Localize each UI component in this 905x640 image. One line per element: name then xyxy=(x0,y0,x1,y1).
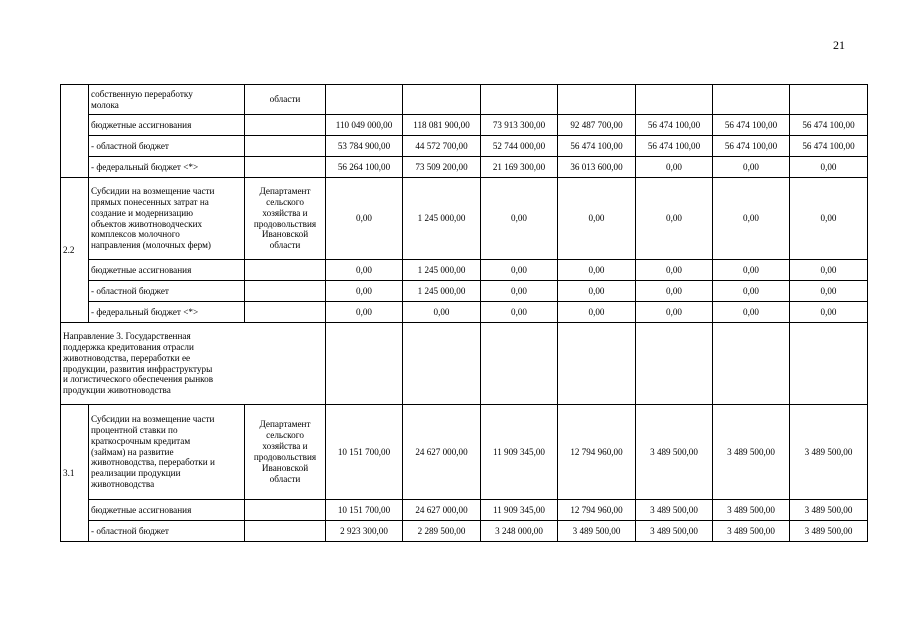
text-line: комплексов молочного xyxy=(91,229,180,240)
amount-cell: 0,00 xyxy=(326,302,403,323)
amount-cell: 0,00 xyxy=(558,178,636,260)
text-line: сельского xyxy=(266,196,304,207)
funding-source-row xyxy=(61,136,868,157)
funding-source-row xyxy=(61,302,868,323)
text-line: процентной ставки по xyxy=(91,424,178,435)
measure-name xyxy=(89,85,245,115)
amount-cell: 3 489 500,00 xyxy=(558,521,636,542)
amount-cell: 73 913 300,00 xyxy=(481,115,558,136)
text-line: создание и модернизацию xyxy=(91,207,194,218)
amount-cell: 52 744 000,00 xyxy=(481,136,558,157)
amount-cell: 11 909 345,00 xyxy=(481,405,558,500)
text-line: продукции, развития инфраструктуры xyxy=(63,363,213,374)
program-row xyxy=(61,405,868,500)
empty-cell xyxy=(245,521,326,542)
funding-source-row xyxy=(61,521,868,542)
funding-source-row xyxy=(61,157,868,178)
amount-cell: 56 474 100,00 xyxy=(713,115,790,136)
empty-cell xyxy=(481,323,558,405)
text-line: объектов животноводческих xyxy=(91,218,203,229)
amount-cell: 56 474 100,00 xyxy=(636,136,713,157)
text-line: животноводства xyxy=(91,479,155,490)
funding-source-label: - областной бюджет xyxy=(89,136,245,157)
text-line: и логистического обеспечения рынков xyxy=(63,374,214,385)
amount-cell: 3 489 500,00 xyxy=(713,521,790,542)
amount-cell xyxy=(326,85,403,115)
funding-source-row xyxy=(61,115,868,136)
amount-cell: 110 049 000,00 xyxy=(326,115,403,136)
amount-cell: 3 489 500,00 xyxy=(713,405,790,500)
amount-cell: 0,00 xyxy=(790,157,868,178)
amount-cell: 0,00 xyxy=(558,302,636,323)
funding-source-row xyxy=(61,260,868,281)
text-line: краткосрочным кредитам xyxy=(91,435,191,446)
text-line: направления (молочных ферм) xyxy=(91,240,211,251)
text-line: Направление 3. Государственная xyxy=(63,330,191,341)
text-line: Департамент xyxy=(259,185,311,196)
empty-cell xyxy=(245,500,326,521)
text-line: Ивановской xyxy=(261,229,309,240)
text-line: продовольствия xyxy=(253,452,317,462)
empty-cell xyxy=(403,323,481,405)
amount-cell: 11 909 345,00 xyxy=(481,500,558,521)
amount-cell: 0,00 xyxy=(790,302,868,323)
amount-cell: 3 489 500,00 xyxy=(790,521,868,542)
amount-cell: 0,00 xyxy=(790,178,868,260)
row-number xyxy=(61,85,89,178)
text-line: хозяйства и xyxy=(262,441,308,452)
amount-cell: 0,00 xyxy=(713,260,790,281)
amount-cell xyxy=(636,85,713,115)
page-number: 21 xyxy=(833,38,845,52)
amount-cell: 0,00 xyxy=(636,178,713,260)
direction-heading xyxy=(61,323,326,405)
funding-source-label: бюджетные ассигнования xyxy=(89,260,245,281)
amount-cell: 0,00 xyxy=(558,281,636,302)
amount-cell: 3 489 500,00 xyxy=(636,405,713,500)
funding-source-label: - областной бюджет xyxy=(89,281,245,302)
amount-cell: 1 245 000,00 xyxy=(403,281,481,302)
amount-cell: 0,00 xyxy=(790,281,868,302)
text-line: Департамент xyxy=(259,419,311,430)
amount-cell: 10 151 700,00 xyxy=(326,500,403,521)
amount-cell: 21 169 300,00 xyxy=(481,157,558,178)
amount-cell: 73 509 200,00 xyxy=(403,157,481,178)
amount-cell xyxy=(403,85,481,115)
amount-cell xyxy=(558,85,636,115)
amount-cell xyxy=(481,85,558,115)
text-line: области xyxy=(269,94,301,105)
text-line: области xyxy=(269,240,301,251)
amount-cell: 1 245 000,00 xyxy=(403,178,481,260)
amount-cell: 12 794 960,00 xyxy=(558,500,636,521)
amount-cell: 1 245 000,00 xyxy=(403,260,481,281)
direction-heading-row xyxy=(61,323,868,405)
amount-cell: 56 474 100,00 xyxy=(713,136,790,157)
amount-cell: 0,00 xyxy=(481,178,558,260)
funding-source-label: - областной бюджет xyxy=(89,521,245,542)
amount-cell: 24 627 000,00 xyxy=(403,405,481,500)
amount-cell: 2 923 300,00 xyxy=(326,521,403,542)
amount-cell: 2 289 500,00 xyxy=(403,521,481,542)
responsible-executor xyxy=(245,85,326,115)
amount-cell: 3 489 500,00 xyxy=(790,405,868,500)
text-line: (займам) на развитие xyxy=(91,446,174,457)
empty-cell xyxy=(245,260,326,281)
text-line: хозяйства и xyxy=(262,207,308,218)
amount-cell: 56 264 100,00 xyxy=(326,157,403,178)
amount-cell: 0,00 xyxy=(481,302,558,323)
text-line: реализации продукции xyxy=(91,468,181,479)
amount-cell: 92 487 700,00 xyxy=(558,115,636,136)
amount-cell: 3 489 500,00 xyxy=(636,500,713,521)
text-line: поддержка кредитования отрасли xyxy=(63,341,194,352)
amount-cell: 0,00 xyxy=(713,281,790,302)
amount-cell: 3 489 500,00 xyxy=(636,521,713,542)
amount-cell: 0,00 xyxy=(326,178,403,260)
amount-cell: 118 081 900,00 xyxy=(403,115,481,136)
text-line: прямых понесенных затрат на xyxy=(91,196,209,207)
empty-cell xyxy=(326,323,403,405)
amount-cell: 0,00 xyxy=(558,260,636,281)
amount-cell: 53 784 900,00 xyxy=(326,136,403,157)
amount-cell: 0,00 xyxy=(713,302,790,323)
amount-cell: 3 489 500,00 xyxy=(713,500,790,521)
text-line: области xyxy=(269,473,301,484)
amount-cell: 0,00 xyxy=(790,260,868,281)
funding-source-label: бюджетные ассигнования xyxy=(89,115,245,136)
text-line: животноводства, переработки и xyxy=(91,457,215,468)
amount-cell: 10 151 700,00 xyxy=(326,405,403,500)
amount-cell: 56 474 100,00 xyxy=(790,136,868,157)
empty-cell xyxy=(636,323,713,405)
funding-source-label: бюджетные ассигнования xyxy=(89,500,245,521)
amount-cell: 0,00 xyxy=(636,302,713,323)
program-row xyxy=(61,85,868,115)
amount-cell: 56 474 100,00 xyxy=(558,136,636,157)
text-line: Субсидии на возмещение части xyxy=(91,185,215,196)
amount-cell: 12 794 960,00 xyxy=(558,405,636,500)
text-line: Ивановской xyxy=(261,462,309,473)
amount-cell: 56 474 100,00 xyxy=(790,115,868,136)
amount-cell: 0,00 xyxy=(481,260,558,281)
amount-cell: 0,00 xyxy=(636,157,713,178)
amount-cell: 0,00 xyxy=(636,260,713,281)
text-line: собственную переработку xyxy=(91,88,193,99)
amount-cell: 0,00 xyxy=(326,281,403,302)
measure-name xyxy=(89,405,245,500)
empty-cell xyxy=(713,323,790,405)
amount-cell: 3 248 000,00 xyxy=(481,521,558,542)
empty-cell xyxy=(245,157,326,178)
row-number: 2.2 xyxy=(61,178,89,323)
amount-cell xyxy=(790,85,868,115)
funding-source-row xyxy=(61,281,868,302)
measure-name xyxy=(89,178,245,260)
amount-cell: 0,00 xyxy=(403,302,481,323)
amount-cell: 0,00 xyxy=(326,260,403,281)
empty-cell xyxy=(245,302,326,323)
row-number: 3.1 xyxy=(61,405,89,542)
empty-cell xyxy=(558,323,636,405)
empty-cell xyxy=(245,281,326,302)
text-line: продовольствия xyxy=(253,218,317,229)
funding-source-label: - федеральный бюджет <*> xyxy=(89,302,245,323)
amount-cell: 24 627 000,00 xyxy=(403,500,481,521)
amount-cell: 3 489 500,00 xyxy=(790,500,868,521)
empty-cell xyxy=(245,136,326,157)
funding-source-row xyxy=(61,500,868,521)
text-line: молока xyxy=(91,99,119,110)
amount-cell: 0,00 xyxy=(713,178,790,260)
amount-cell: 56 474 100,00 xyxy=(636,115,713,136)
amount-cell xyxy=(713,85,790,115)
text-line: Субсидии на возмещение части xyxy=(91,413,215,424)
amount-cell: 0,00 xyxy=(713,157,790,178)
amount-cell: 0,00 xyxy=(636,281,713,302)
text-line: животноводства, переработки ее xyxy=(63,352,191,363)
text-line: продукции животноводства xyxy=(63,385,171,396)
responsible-executor xyxy=(245,178,326,260)
empty-cell xyxy=(245,115,326,136)
amount-cell: 36 013 600,00 xyxy=(558,157,636,178)
budget-table xyxy=(60,84,868,542)
empty-cell xyxy=(790,323,868,405)
responsible-executor xyxy=(245,405,326,500)
amount-cell: 0,00 xyxy=(481,281,558,302)
text-line: сельского xyxy=(266,430,304,441)
amount-cell: 44 572 700,00 xyxy=(403,136,481,157)
program-row xyxy=(61,178,868,260)
funding-source-label: - федеральный бюджет <*> xyxy=(89,157,245,178)
